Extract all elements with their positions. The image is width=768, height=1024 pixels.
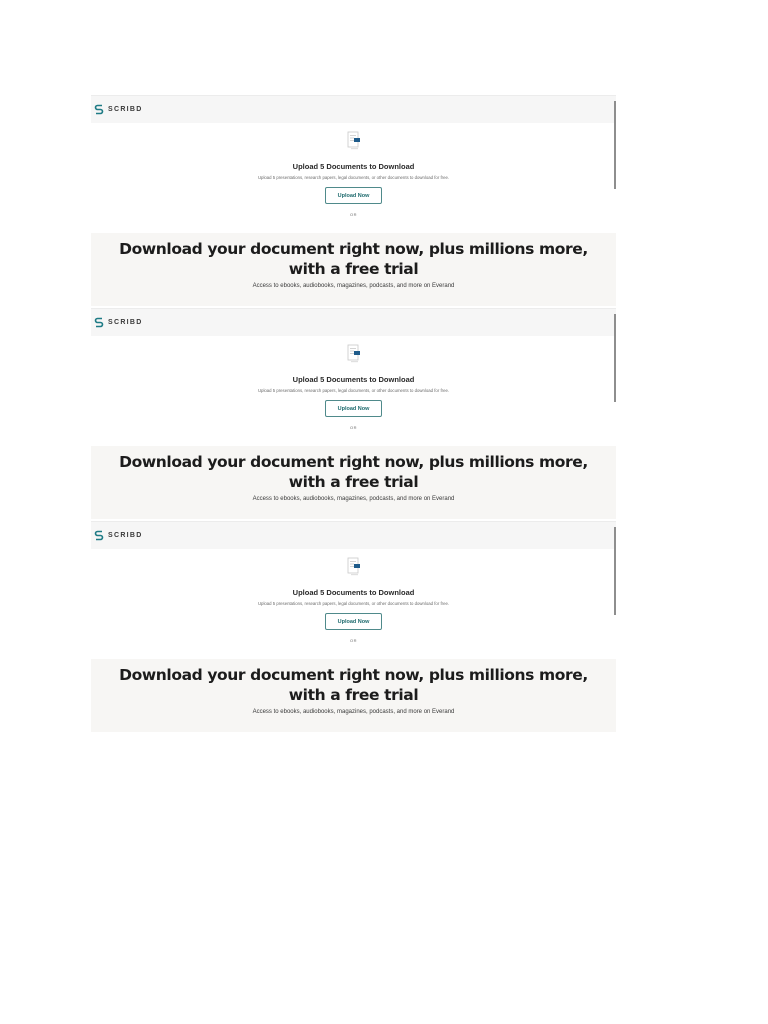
upload-title: Upload 5 Documents to Download bbox=[292, 162, 415, 171]
upload-subtitle: Upload 5 presentations, research papers, legal documents, or other documents to download for free. bbox=[257, 175, 450, 180]
upload-title: Upload 5 Documents to Download bbox=[292, 375, 415, 384]
scribd-download-panel bbox=[91, 308, 616, 519]
cta-subtitle: Access to ebooks, audiobooks, magazines, podcasts, and more on Everand bbox=[252, 283, 455, 289]
cta-title: Download your document right now, plus millions more, with a free trial bbox=[119, 666, 588, 704]
cta-subtitle: Access to ebooks, audiobooks, magazines, podcasts, and more on Everand bbox=[252, 496, 455, 502]
scribd-logo-icon bbox=[94, 104, 104, 115]
cta-title: Download your document right now, plus millions more, with a free trial bbox=[119, 240, 588, 278]
scrollbar[interactable] bbox=[614, 101, 616, 189]
free-trial-cta bbox=[91, 659, 616, 732]
or-divider: OR bbox=[350, 425, 357, 430]
free-trial-cta bbox=[91, 233, 616, 306]
document-upload-icon bbox=[346, 557, 362, 577]
scrollbar[interactable] bbox=[614, 314, 616, 402]
logo-text: SCRIBD bbox=[108, 319, 143, 326]
top-bar bbox=[91, 95, 616, 123]
cta-title: Download your document right now, plus millions more, with a free trial bbox=[119, 453, 588, 491]
cta-subtitle: Access to ebooks, audiobooks, magazines, podcasts, and more on Everand bbox=[252, 709, 455, 715]
top-bar bbox=[91, 308, 616, 336]
scribd-download-panel bbox=[91, 95, 616, 306]
upload-section bbox=[91, 336, 616, 446]
upload-now-button[interactable]: Upload Now bbox=[325, 187, 382, 204]
upload-now-button[interactable]: Upload Now bbox=[325, 613, 382, 630]
upload-title: Upload 5 Documents to Download bbox=[292, 588, 415, 597]
scribd-logo[interactable] bbox=[94, 530, 143, 541]
or-divider: OR bbox=[350, 638, 357, 643]
scribd-logo[interactable] bbox=[94, 317, 143, 328]
upload-now-button[interactable]: Upload Now bbox=[325, 400, 382, 417]
or-divider: OR bbox=[350, 212, 357, 217]
document-upload-icon bbox=[346, 344, 362, 364]
logo-text: SCRIBD bbox=[108, 532, 143, 539]
logo-text: SCRIBD bbox=[108, 106, 143, 113]
upload-section bbox=[91, 123, 616, 233]
document-upload-icon bbox=[346, 131, 362, 151]
upload-section bbox=[91, 549, 616, 659]
upload-subtitle: Upload 5 presentations, research papers, legal documents, or other documents to download for free. bbox=[257, 388, 450, 393]
scrollbar[interactable] bbox=[614, 527, 616, 615]
free-trial-cta bbox=[91, 446, 616, 519]
screenshot-stack bbox=[91, 95, 616, 734]
scribd-logo-icon bbox=[94, 530, 104, 541]
top-bar bbox=[91, 521, 616, 549]
scribd-download-panel bbox=[91, 521, 616, 732]
scribd-logo-icon bbox=[94, 317, 104, 328]
scribd-logo[interactable] bbox=[94, 104, 143, 115]
upload-subtitle: Upload 5 presentations, research papers, legal documents, or other documents to download for free. bbox=[257, 601, 450, 606]
